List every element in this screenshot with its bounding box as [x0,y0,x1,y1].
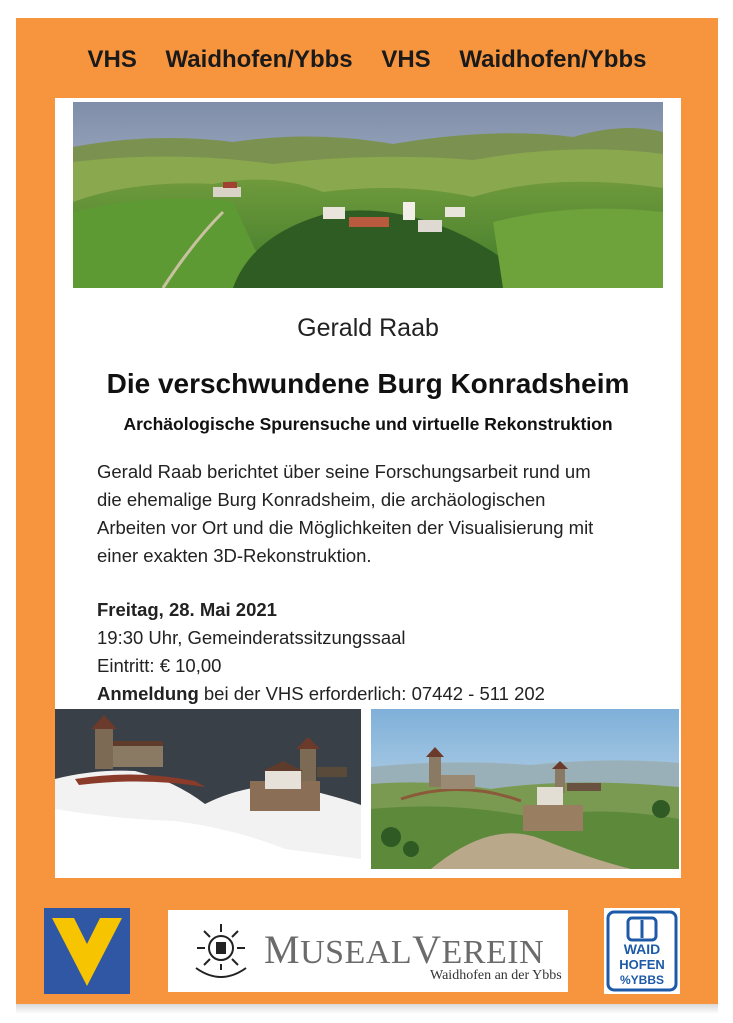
musealverein-name [264,926,544,973]
musealverein-subtitle: Waidhofen an der Ybbs [430,968,562,983]
header-item: VHS [381,46,431,73]
landscape-illustration [73,102,663,288]
museal-initial-v: V [412,927,442,972]
description-line: Arbeiten vor Ort und die Möglichkeiten der Visualisierung mit [97,517,594,538]
sponsor-logos [16,908,718,996]
registration-info: bei der VHS erforderlich: 07442 - 511 202 [198,683,545,704]
event-details [97,596,657,708]
svg-text:%YBBS: %YBBS [619,973,665,987]
description-line: einer exakten 3D-Rekonstruktion. [97,545,372,566]
event-time-place: 19:30 Uhr, Gemeinderatssitzungssaal [97,627,406,648]
event-admission: Eintritt: € 10,00 [97,655,222,676]
poster-shadow [16,1004,718,1014]
event-date: Freitag, 28. Mai 2021 [97,599,277,620]
poster [16,18,718,1004]
poster-header [16,46,718,74]
description-line: die ehemalige Burg Konradsheim, die archäologischen [97,489,546,510]
reconstruction-render-right [371,709,679,869]
museal-word-rest: USEAL [300,934,413,971]
header-item: Waidhofen/Ybbs [459,46,647,73]
castle-landscape-illustration [371,709,679,869]
reconstruction-render-left [55,709,361,869]
svg-text:WAID: WAID [623,941,661,957]
landscape-photo [73,102,663,288]
header-item: Waidhofen/Ybbs [165,46,353,73]
svg-text:HOFEN: HOFEN [619,957,665,972]
sun-emblem-icon [188,920,254,986]
waidhofen-logo [604,908,680,994]
header-item: VHS [87,46,137,73]
musealverein-logo [168,910,568,992]
vhs-v-icon [44,908,130,994]
verein-word-rest: EREIN [441,934,545,971]
waidhofen-emblem-icon [604,908,680,994]
vhs-logo [44,908,130,994]
speaker-name: Gerald Raab [297,314,439,342]
registration-label: Anmeldung [97,683,199,704]
content-panel [55,98,681,878]
museal-initial-m: M [264,927,301,972]
event-registration [97,680,657,708]
description-line: Gerald Raab berichtet über seine Forschungsarbeit rund um [97,461,591,482]
event-title: Die verschwundene Burg Konradsheim [106,368,630,399]
castle-render-illustration [55,709,361,869]
event-description [97,458,657,570]
event-subtitle: Archäologische Spurensuche und virtuelle Rekonstruktion [123,414,613,434]
